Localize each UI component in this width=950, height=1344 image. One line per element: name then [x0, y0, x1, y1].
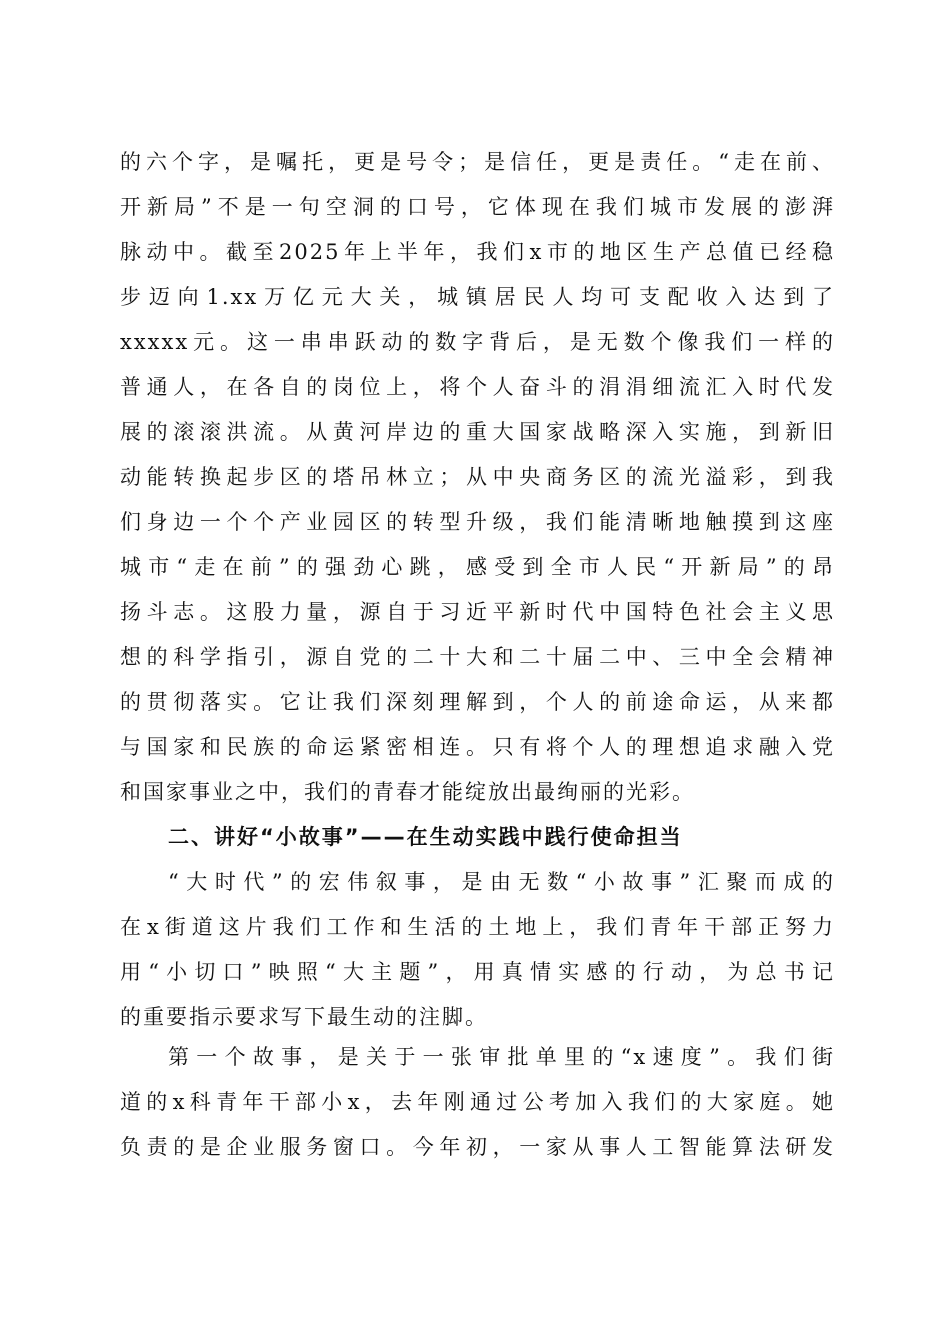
text-line: 们身边一个个产业园区的转型升级，我们能清晰地触摸到这座 — [120, 510, 835, 534]
text-line: xxxxx元。这一串串跃动的数字背后，是无数个像我们一样的 — [120, 330, 835, 354]
text-line: 步迈向1.xx万亿元大关，城镇居民人均可支配收入达到了 — [120, 285, 835, 309]
paragraph-3 — [120, 1035, 835, 1170]
paragraph-1 — [120, 140, 835, 815]
text-line: 扬斗志。这股力量，源自于习近平新时代中国特色社会主义思 — [120, 600, 835, 624]
text-line: 的贯彻落实。它让我们深刻理解到，个人的前途命运，从来都 — [120, 690, 835, 714]
text-line: 动能转换起步区的塔吊林立；从中央商务区的流光溢彩，到我 — [120, 465, 835, 489]
text-line: 脉动中。截至2025年上半年，我们x市的地区生产总值已经稳 — [120, 240, 835, 264]
text-line: 展的滚滚洪流。从黄河岸边的重大国家战略深入实施，到新旧 — [120, 420, 835, 444]
text-line: 和国家事业之中，我们的青春才能绽放出最绚丽的光彩。 — [120, 780, 695, 804]
text-line: “大时代”的宏伟叙事，是由无数“小故事”汇聚而成的 — [168, 870, 835, 894]
text-line: 开新局”不是一句空洞的口号，它体现在我们城市发展的澎湃 — [120, 195, 835, 219]
text-line: 的重要指示要求写下最生动的注脚。 — [120, 1005, 488, 1029]
text-line: 城市“走在前”的强劲心跳，感受到全市人民“开新局”的昂 — [120, 555, 835, 579]
text-line: 道的x科青年干部小x，去年刚通过公考加入我们的大家庭。她 — [120, 1090, 835, 1114]
text-line: 的六个字，是嘱托，更是号令；是信任，更是责任。“走在前、 — [120, 150, 835, 174]
text-line: 负责的是企业服务窗口。今年初，一家从事人工智能算法研发 — [120, 1135, 835, 1159]
text-line: 在x街道这片我们工作和生活的土地上，我们青年干部正努力 — [120, 915, 835, 939]
text-line: 普通人，在各自的岗位上，将个人奋斗的涓涓细流汇入时代发 — [120, 375, 835, 399]
section-heading: 二、讲好“小故事”——在生动实践中践行使命担当 — [168, 825, 683, 849]
text-line: 与国家和民族的命运紧密相连。只有将个人的理想追求融入党 — [120, 735, 835, 759]
text-line: 用“小切口”映照“大主题”，用真情实感的行动，为总书记 — [120, 960, 835, 984]
section-heading-block — [120, 815, 835, 860]
paragraph-2 — [120, 860, 835, 1040]
text-line: 想的科学指引，源自党的二十大和二十届二中、三中全会精神 — [120, 645, 835, 669]
text-line: 第一个故事，是关于一张审批单里的“x速度”。我们街 — [168, 1045, 835, 1069]
